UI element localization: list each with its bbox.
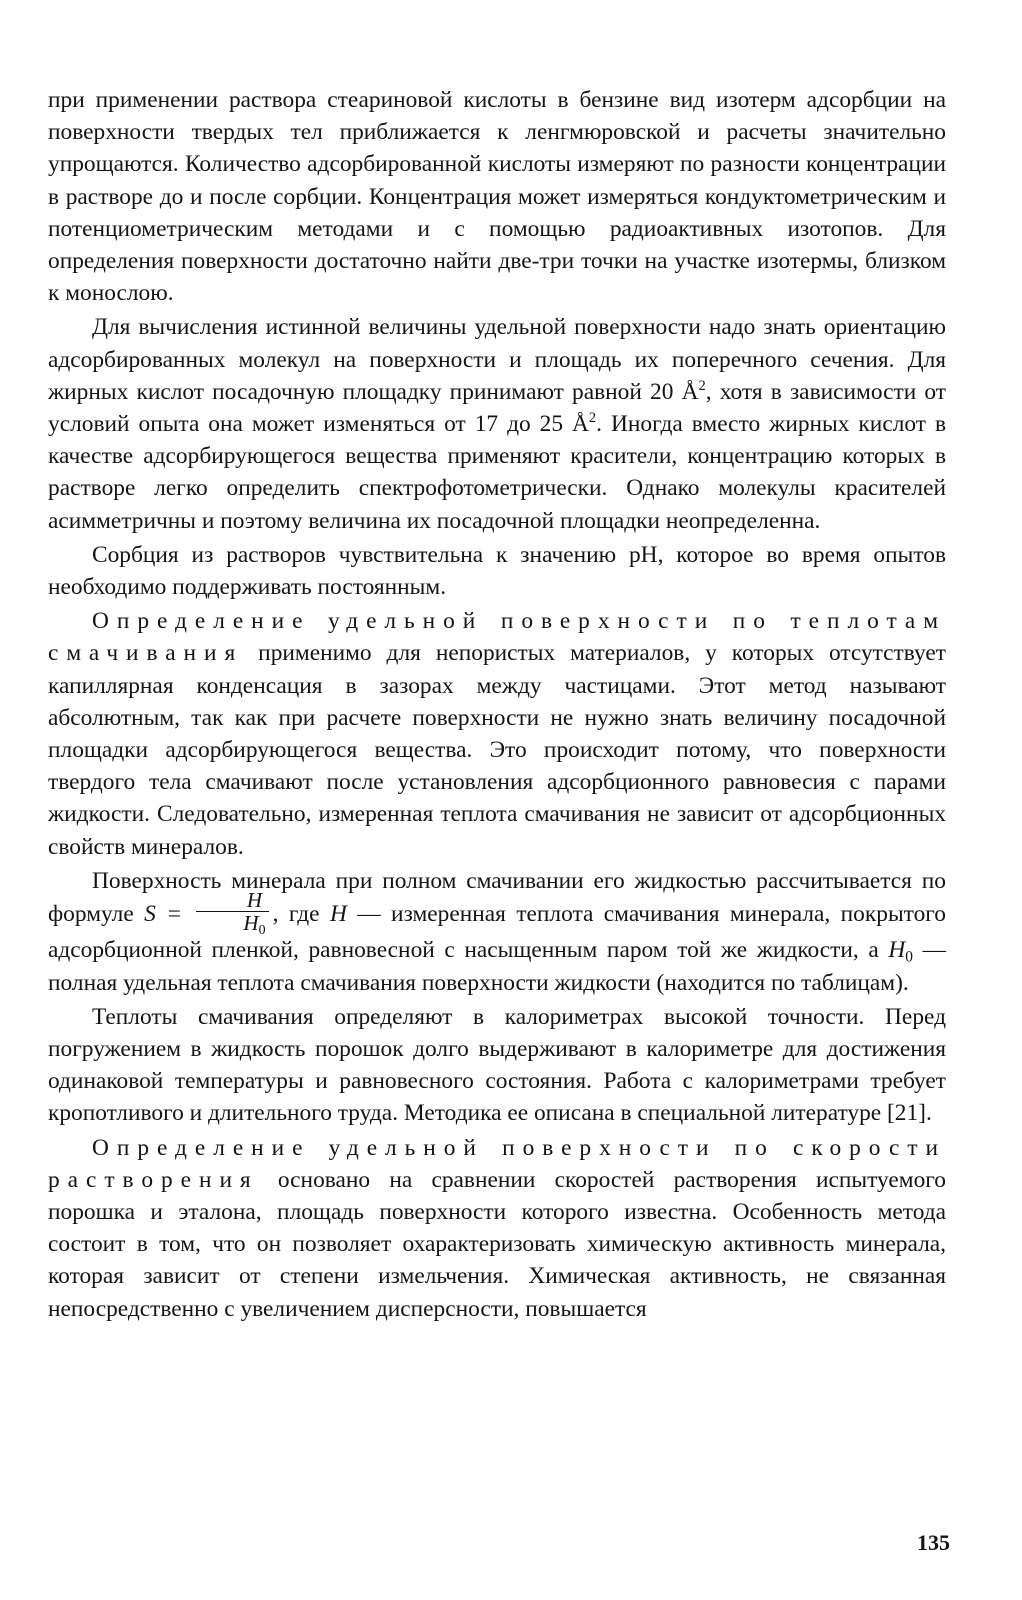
formula-fraction xyxy=(196,888,268,939)
paragraph-specific-surface: Для вычисления истинной величины удельной поверхности надо знать ориентацию адсорбированных молекул на поверхности и площадь их поперечного сечения. Для жирных кислот посадочную площадку принимают равной 20 $Å^2$, хотя в зависимости от условий опыта она может изменяться от 17 до 25 $Å^2$. Иногда вместо жирных кислот в качестве адсорбирующегося вещества применяют красители, концентрацию которых в растворе легко определить спектрофотометрически. Однако молекулы красителей асимметричны и поэтому величина их посадочной площадки неопределенна. xyxy=(48,314,946,534)
paragraph-ph-sensitivity: Сорбция из растворов чувствительна к значению рН, которое во время опытов необходимо поддерживать постоянным. xyxy=(48,541,946,601)
superscript-2: 2 xyxy=(698,377,706,394)
page-number: 135 xyxy=(917,1530,950,1555)
paragraph-formula: Поверхность минерала при полном смачивании его жидкостью рассчитывается по формуле S = $\frac{H}{H_0}$ , где H — измеренная теплота смачивания минерала, покрытого адсорбционной пленкой, равновесной с насыщенным паром той же жидкости, а $H_0$ — полная удельная теплота смачивания поверхности жидкости (находится по таблицам). xyxy=(48,867,946,996)
formula-numerator: H xyxy=(196,889,268,912)
formula-denominator: $H_0$ xyxy=(243,911,266,939)
spaced-heading-heat-of-wetting: Определение удельной поверхности по теплотам смачивания xyxy=(48,608,946,667)
paragraph-adsorption-isotherm: при применении раствора стеариновой кислоты в бензине вид изотерм адсорбции на поверхности твердых тел приближается к ленгмюровской и расчеты значительно упрощаются. Количество адсорбированной кислоты измеряют по разности концентрации в растворе до и после сорбции. Концентрация может измеряться кондуктометрическим и потенциометрическим методами и с помощью радиоактивных изотопов. Для определения поверхности достаточно найти две-три точки на участке изотермы, близком к монослою. xyxy=(48,87,946,307)
paragraph-calorimeters: Теплоты смачивания определяют в калориметрах высокой точности. Перед погружением в жидкость порошок долго выдерживают в калориметре для достижения одинаковой температуры и равновесного состояния. Работа с калориметрами требует кропотливого и длительного труда. Методика ее описана в специальной литературе [21]. xyxy=(48,1003,946,1127)
superscript-2: 2 xyxy=(588,410,597,427)
paragraph-dissolution-rate: Определение удельной поверхности по скорости растворения основано на сравнении скоростей растворения испытуемого порошка и эталона, площадь поверхности которого известна. Особенность метода состоит в том, что он позволяет охарактеризовать химическую активность минерала, которая зависит от степени измельчения. Химическая активность, не связанная непосредственно с увеличением дисперсности, повышается xyxy=(48,1134,946,1322)
spaced-heading-dissolution-rate: Определение удельной поверхности по скорости растворения xyxy=(48,1134,946,1193)
paragraph-heat-of-wetting: Определение удельной поверхности по теплотам смачивания применимо для непористых материалов, у которых отсутствует капиллярная конденсация в зазорах между частицами. Этот метод называют абсолютным, так как при расчете поверхности не нужно знать величину посадочной площадки адсорбирующегося вещества. Это происходит потому, что поверхности твердого тела смачивают после установления адсорбционного равновесия с парами жидкости. Следовательно, измеренная теплота смачивания не зависит от адсорбционных свойств минералов. xyxy=(48,608,946,860)
formula-lhs: S = xyxy=(144,901,193,928)
